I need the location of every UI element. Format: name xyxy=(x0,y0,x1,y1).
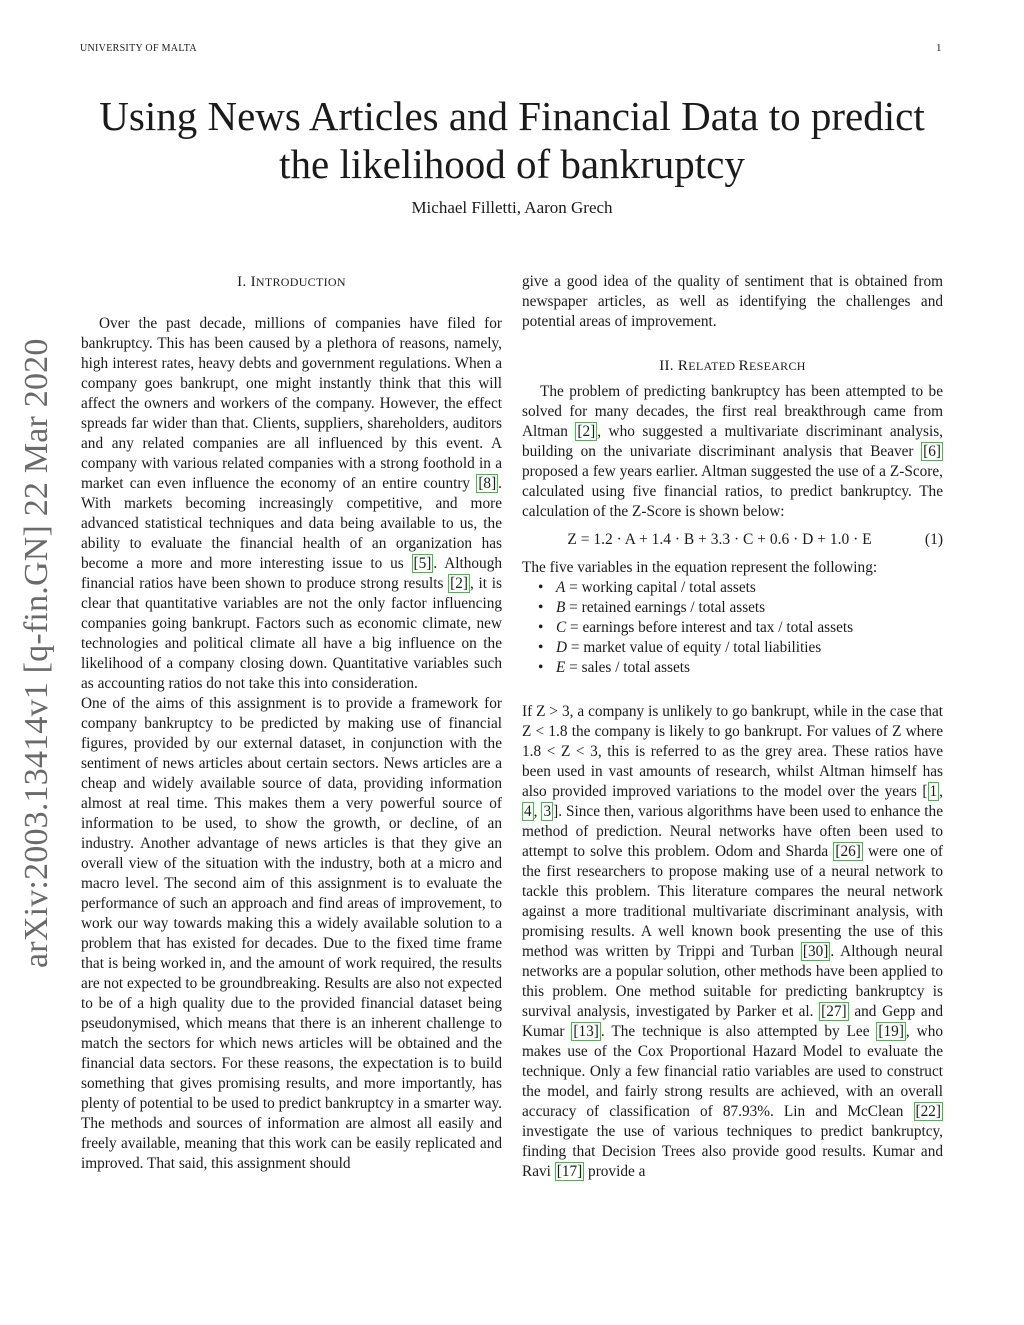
citation-link[interactable]: [8] xyxy=(478,475,497,492)
section-heading-introduction: I. INTRODUCTION xyxy=(237,274,346,290)
citation-link[interactable]: [2] xyxy=(450,575,468,592)
running-header: UNIVERSITY OF MALTA xyxy=(80,43,197,54)
citation-link[interactable]: [5] xyxy=(413,555,432,572)
citation-link[interactable]: [6] xyxy=(923,443,941,460)
variables-list xyxy=(522,578,943,678)
citation-link[interactable]: [2] xyxy=(577,423,596,440)
citation-link[interactable]: [13] xyxy=(573,1023,599,1040)
equation-number: (1) xyxy=(924,531,943,548)
citation-link[interactable]: [27] xyxy=(821,1003,847,1020)
arxiv-identifier: arXiv:2003.13414v1 [q-fin.GN] 22 Mar 2020 xyxy=(18,338,55,968)
list-item: • E = sales / total assets xyxy=(538,658,943,678)
right-column xyxy=(522,272,943,1182)
section-heading-related-research: II. RELATED RESEARCH xyxy=(659,358,806,374)
citation-link[interactable]: [30] xyxy=(802,943,829,960)
left-column xyxy=(81,272,502,1174)
list-item: • A = working capital / total assets xyxy=(538,578,943,598)
intro-paragraph-continued: give a good idea of the quality of sentiment that is obtained from newspaper articles, as well as identifying the challenges and potential areas of improvement. xyxy=(522,273,943,330)
citation-link[interactable]: [26] xyxy=(835,843,861,860)
list-item: • C = earnings before interest and tax / total assets xyxy=(538,618,943,638)
list-item: • D = market value of equity / total liabilities xyxy=(538,638,943,658)
citation-link[interactable]: [17] xyxy=(556,1163,583,1180)
citation-link[interactable]: [22] xyxy=(915,1103,941,1120)
list-item: • B = retained earnings / total assets xyxy=(538,598,943,618)
citation-link[interactable]: 3 xyxy=(543,803,552,820)
related-paragraph-1: The problem of predicting bankruptcy has been attempted to be solved for many decades, the first real breakthrough came from Altman [2] , who suggested a multivariate discriminant analysis, building on the univariate discriminant analysis that Beaver [6] proposed a few years earlier. Altman suggested the use of a Z-Score, calculated using five financial ratios, to predict bankruptcy. The calculation of the Z-Score is shown below: xyxy=(522,383,943,520)
intro-paragraph-2: One of the aims of this assignment is to provide a framework for company bankruptcy to be predicted by making use of financial figures, provided by our external dataset, in conjunction with the sentiment of news articles about certain sectors. News articles are a cheap and widely available source of data, providing information almost at real time. This makes them a very powerful source of information to be used, to show the growth, or decline, of an industry. Another advantage of news articles is that they give an overall view of the situation with the industry, both at a micro and macro level. The second aim of this assignment is to evaluate the performance of such an approach and find areas of improvement, to work our way towards making this a widely available solution to a problem that has existed for decades. Due to the fixed time frame that is being worked in, and the amount of work required, the results are not expected to be groundbreaking. Results are also not expected to be of a high quality due to the provided financial dataset being pseudonymised, which means that there is an inherent challenge to match the sectors for which news articles will be obtained and the financial data sectors. For these reasons, the expectation is to build something that gives promising results, and more importantly, has plenty of potential to be used to predict bankruptcy in a smarter way. The methods and sources of information are almost all easily and freely available, meaning that this work can be easily replicated and improved. That said, this assignment should xyxy=(81,695,502,1172)
citation-link[interactable]: 1 xyxy=(929,783,938,800)
citation-link[interactable]: [19] xyxy=(878,1023,904,1040)
title-line-1: Using News Articles and Financial Data to predict xyxy=(99,93,925,139)
paper-title xyxy=(60,92,964,188)
z-score-equation xyxy=(522,530,943,550)
equation-expression: Z = 1.2 · A + 1.4 · B + 3.3 · C + 0.6 · D + 1.0 · E xyxy=(567,531,872,548)
page-number: 1 xyxy=(936,42,942,54)
title-line-2: the likelihood of bankruptcy xyxy=(279,141,745,187)
citation-link[interactable]: 4 xyxy=(524,803,532,820)
authors: Michael Filletti, Aaron Grech xyxy=(411,198,613,217)
intro-paragraph-1: Over the past decade, millions of companies have filed for bankruptcy. This has been caused by a plethora of reasons, namely, high interest rates, heavy debts and government regulations. When a company goes bankrupt, one might instantly think that this will affect the owners and workers of the company. However, the effect spreads far wider than that. Clients, suppliers, shareholders, auditors and any related companies are all influenced by this event. A company with various related companies with a strong foothold in a market can even influence the economy of an entire country [8] . With markets becoming increasingly competitive, and more advanced statistical techniques and data being available to us, the ability to evaluate the financial health of an organization has become a more and more interesting issue to us [5] . Although financial ratios have been shown to produce strong results [2] , it is clear that quantitative variables are not the only factor influencing companies going bankrupt. Factors such as economic climate, new technologies and political climate all have a big influence on the likelihood of a company closing down. Quantitative variables such as accounting ratios do not take this into consideration. xyxy=(81,315,503,692)
variables-intro: The five variables in the equation represent the following: xyxy=(522,559,878,576)
related-paragraph-2: If Z > 3, a company is unlikely to go bankrupt, while in the case that Z < 1.8 the company is likely to go bankrupt. For values of Z where 1.8 < Z < 3, this is referred to as the grey area. These ratios have been used in vast amounts of research, whilst Altman himself has also provided improved variations to the model over the years [ 1 , 4 , 3 ]. Since then, various algorithms have been used to enhance the method of prediction. Neural networks have often been used to attempt to solve this problem. Odom and Sharda [26] were one of the first researchers to propose making use of a neural network to tackle this problem. This literature compares the neural network against a more traditional multivariate discriminant analysis, with promising results. A well known book presenting the use of this method was written by Trippi and Turban [30] . Although neural networks are a popular solution, other methods have been applied to this problem. One method suitable for predicting bankruptcy is survival analysis, investigated by Parker et al. [27] and Gepp and Kumar [13] . The technique is also attempted by Lee [19] , who makes use of the Cox Proportional Hazard Model to evaluate the technique. Only a few financial ratio variables are used to construct the model, and fairly strong results are achieved, with an overall accuracy of classification of 87.93%. Lin and McClean [22] investigate the use of various techniques to predict bankruptcy, finding that Decision Trees also provide good results. Kumar and Ravi [17] provide a xyxy=(522,703,944,1180)
